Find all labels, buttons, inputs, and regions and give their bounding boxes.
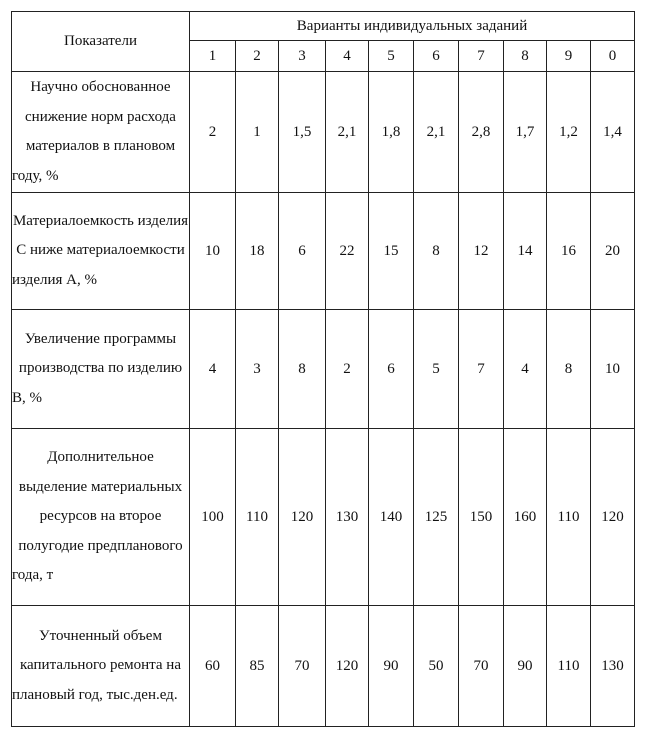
header-row-top xyxy=(12,12,635,41)
variant-number: 6 xyxy=(414,41,459,72)
table-cell: 14 xyxy=(504,193,547,310)
table-cell: 16 xyxy=(547,193,591,310)
variant-number: 9 xyxy=(547,41,591,72)
table-cell: 120 xyxy=(591,429,635,606)
table-cell: 90 xyxy=(504,606,547,727)
variants-header: Варианты индивидуальных заданий xyxy=(190,12,635,41)
table-cell: 1,8 xyxy=(369,72,414,193)
indicator-label: Научно обоснованное снижение норм расхода материалов в плановом году, % xyxy=(12,72,190,193)
table-cell: 8 xyxy=(279,310,326,429)
variant-number: 3 xyxy=(279,41,326,72)
table-cell: 130 xyxy=(591,606,635,727)
variant-number: 5 xyxy=(369,41,414,72)
table-cell: 90 xyxy=(369,606,414,727)
indicators-header: Показатели xyxy=(12,12,190,72)
table-cell: 6 xyxy=(279,193,326,310)
indicator-label: Материалоемкость изделия С ниже материалоемкости изделия А, % xyxy=(12,193,190,310)
variant-number: 2 xyxy=(236,41,279,72)
table-cell: 100 xyxy=(190,429,236,606)
table-cell: 12 xyxy=(459,193,504,310)
table-cell: 18 xyxy=(236,193,279,310)
table-cell: 50 xyxy=(414,606,459,727)
variant-number: 4 xyxy=(326,41,369,72)
variant-number: 1 xyxy=(190,41,236,72)
indicator-label: Дополнительное выделение материальных ресурсов на второе полугодие предпланового года, т xyxy=(12,429,190,606)
table-cell: 2 xyxy=(326,310,369,429)
table-cell: 2,1 xyxy=(326,72,369,193)
table-cell: 8 xyxy=(414,193,459,310)
table-row xyxy=(12,72,635,193)
variants-table xyxy=(11,11,635,727)
variant-number: 8 xyxy=(504,41,547,72)
table-cell: 70 xyxy=(279,606,326,727)
table-cell: 10 xyxy=(591,310,635,429)
table-row xyxy=(12,429,635,606)
table-cell: 15 xyxy=(369,193,414,310)
table-cell: 8 xyxy=(547,310,591,429)
table-cell: 1 xyxy=(236,72,279,193)
variant-number: 7 xyxy=(459,41,504,72)
table-cell: 7 xyxy=(459,310,504,429)
table-cell: 125 xyxy=(414,429,459,606)
table-row xyxy=(12,193,635,310)
table-cell: 4 xyxy=(190,310,236,429)
indicator-label: Уточненный объем капитального ремонта на плановый год, тыс.ден.ед. xyxy=(12,606,190,727)
table-cell: 150 xyxy=(459,429,504,606)
table-cell: 5 xyxy=(414,310,459,429)
table-cell: 110 xyxy=(547,429,591,606)
table-cell: 1,4 xyxy=(591,72,635,193)
table-cell: 10 xyxy=(190,193,236,310)
table-cell: 110 xyxy=(236,429,279,606)
table-cell: 85 xyxy=(236,606,279,727)
variant-number: 0 xyxy=(591,41,635,72)
table-cell: 3 xyxy=(236,310,279,429)
table-cell: 130 xyxy=(326,429,369,606)
table-cell: 160 xyxy=(504,429,547,606)
table-row xyxy=(12,310,635,429)
table-cell: 110 xyxy=(547,606,591,727)
table-cell: 2,8 xyxy=(459,72,504,193)
table-cell: 60 xyxy=(190,606,236,727)
table-cell: 4 xyxy=(504,310,547,429)
table-cell: 2,1 xyxy=(414,72,459,193)
table-cell: 120 xyxy=(279,429,326,606)
table-cell: 6 xyxy=(369,310,414,429)
table-cell: 1,5 xyxy=(279,72,326,193)
table-cell: 1,7 xyxy=(504,72,547,193)
table-cell: 70 xyxy=(459,606,504,727)
table-cell: 140 xyxy=(369,429,414,606)
table-row xyxy=(12,606,635,727)
table-cell: 2 xyxy=(190,72,236,193)
table-cell: 120 xyxy=(326,606,369,727)
table-cell: 20 xyxy=(591,193,635,310)
indicator-label: Увеличение программы производства по изделию В, % xyxy=(12,310,190,429)
table-cell: 22 xyxy=(326,193,369,310)
table-cell: 1,2 xyxy=(547,72,591,193)
